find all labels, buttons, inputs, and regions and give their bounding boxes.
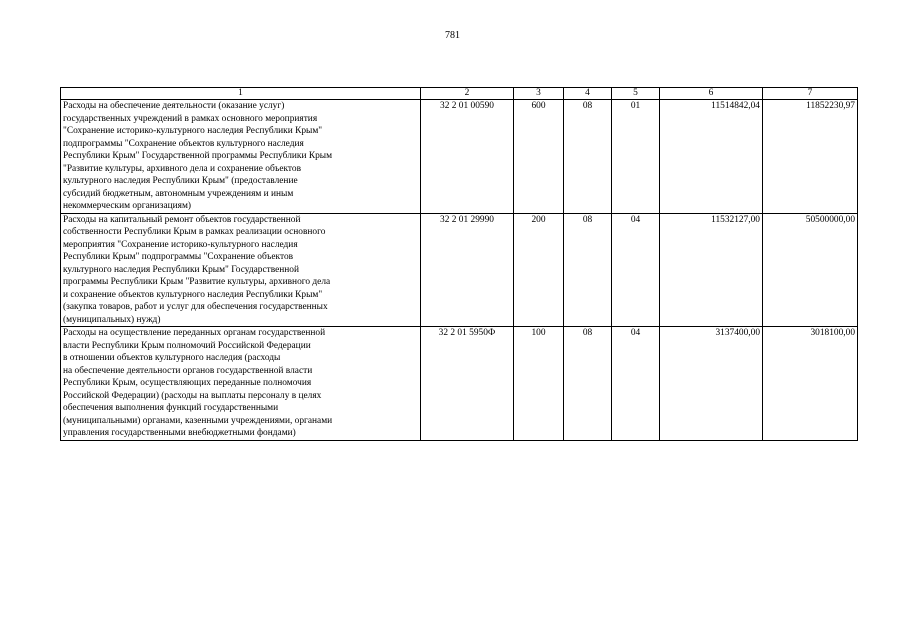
- row-code: 32 2 01 29990: [421, 213, 514, 327]
- row-col-5: 04: [612, 327, 660, 441]
- header-col-7: 7: [763, 88, 858, 100]
- row-col-4: 08: [564, 327, 612, 441]
- header-col-5: 5: [612, 88, 660, 100]
- row-col-3: 600: [514, 100, 564, 214]
- row-col-3: 200: [514, 213, 564, 327]
- row-amount-7: 11852230,97: [763, 100, 858, 214]
- row-col-4: 08: [564, 213, 612, 327]
- table-row: [61, 100, 858, 214]
- row-code: 32 2 01 5950Ф: [421, 327, 514, 441]
- row-amount-7: 50500000,00: [763, 213, 858, 327]
- row-code: 32 2 01 00590: [421, 100, 514, 214]
- row-col-4: 08: [564, 100, 612, 214]
- row-col-3: 100: [514, 327, 564, 441]
- row-amount-6: 11514842,04: [660, 100, 763, 214]
- header-col-3: 3: [514, 88, 564, 100]
- row-amount-7: 3018100,00: [763, 327, 858, 441]
- row-col-5: 01: [612, 100, 660, 214]
- row-amount-6: 11532127,00: [660, 213, 763, 327]
- header-row: [61, 88, 858, 100]
- page-number: 781: [445, 30, 460, 41]
- row-amount-6: 3137400,00: [660, 327, 763, 441]
- row-col-5: 04: [612, 213, 660, 327]
- header-col-6: 6: [660, 88, 763, 100]
- table-row: [61, 327, 858, 441]
- budget-table: [60, 87, 858, 441]
- row-description: Расходы на капитальный ремонт объектов государственной собственности Республики Крым в рамках реализации основного мероприятия "Сохранение историко-культурного наследия Республики Крым" подпрограммы "Сохранение объектов культурного наследия Республики Крым" Государственной программы Республики Крым "Развитие культуры, архивного дела и сохранение объектов культурного наследия Республики Крым" (закупка товаров, работ и услуг для обеспечения государственных (муниципальных) нужд): [61, 213, 421, 327]
- header-col-1: 1: [61, 88, 421, 100]
- row-description: Расходы на осуществление переданных органам государственной власти Республики Крым полномочий Российской Федерации в отношении объектов культурного наследия (расходы на обеспечение деятельности органов государственной власти Республики Крым, осуществляющих переданные полномочия Российской Федерации) (расходы на выплаты персоналу в целях обеспечения выполнения функций государственными (муниципальными) органами, казенными учреждениями, органами управления государственными внебюджетными фондами): [61, 327, 421, 441]
- row-description: Расходы на обеспечение деятельности (оказание услуг) государственных учреждений в рамках основного мероприятия "Сохранение историко-культурного наследия Республики Крым" подпрограммы "Сохранение объектов культурного наследия Республики Крым" Государственной программы Республики Крым "Развитие культуры, архивного дела и сохранение объектов культурного наследия Республики Крым" (предоставление субсидий бюджетным, автономным учреждениям и иным некоммерческим организациям): [61, 100, 421, 214]
- table-row: [61, 213, 858, 327]
- header-col-4: 4: [564, 88, 612, 100]
- header-col-2: 2: [421, 88, 514, 100]
